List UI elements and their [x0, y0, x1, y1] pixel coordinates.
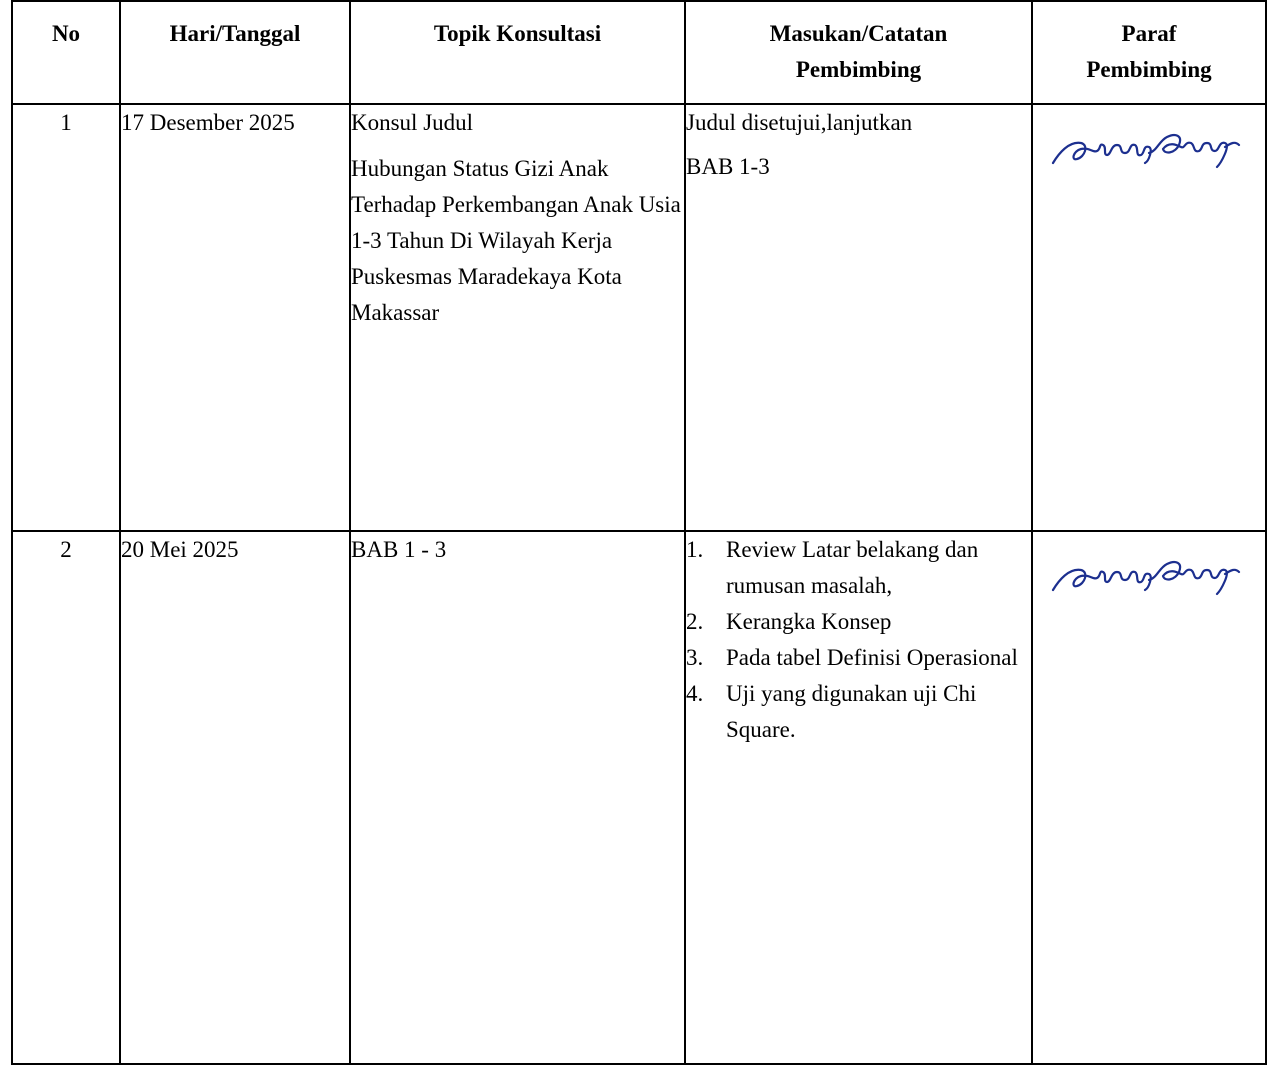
note-line: Judul disetujui,lanjutkan — [686, 110, 913, 135]
signature-icon — [1045, 550, 1245, 598]
table-row — [12, 104, 1266, 531]
header-sign-line1: Paraf — [1121, 21, 1177, 46]
consultation-table — [11, 0, 1267, 1065]
list-item: 2. Kerangka Konsep — [686, 609, 892, 634]
signature-icon — [1045, 123, 1245, 171]
header-sign-line2: Pembimbing — [1086, 57, 1212, 82]
header-date: Hari/Tanggal — [120, 1, 350, 104]
topic-title: BAB 1 - 3 — [351, 537, 447, 562]
row-note — [685, 104, 1032, 531]
row-date: 20 Mei 2025 — [120, 531, 350, 1064]
row-number: 2 — [12, 531, 120, 1064]
topic-title: Konsul Judul — [351, 110, 474, 135]
row-signature — [1032, 531, 1266, 1064]
list-item: 4. Uji yang digunakan uji Chi Square. — [686, 681, 977, 742]
notes-list — [686, 532, 1031, 748]
list-item: 1. Review Latar belakang dan rumusan masalah, — [686, 537, 979, 598]
row-topic — [350, 531, 685, 1064]
header-note-line1: Masukan/Catatan — [769, 21, 948, 46]
header-no: No — [12, 1, 120, 104]
topic-detail: Hubungan Status Gizi Anak Terhadap Perkembangan Anak Usia 1-3 Tahun Di Wilayah Kerja Puskesmas Maradekaya Kota Makassar — [351, 156, 681, 325]
table-row — [12, 531, 1266, 1064]
note-line: BAB 1-3 — [686, 154, 770, 179]
row-number: 1 — [12, 104, 120, 531]
header-sign — [1032, 1, 1266, 104]
list-item: 3. Pada tabel Definisi Operasional — [686, 645, 1018, 670]
table-header-row — [12, 1, 1266, 104]
row-date: 17 Desember 2025 — [120, 104, 350, 531]
header-topic: Topik Konsultasi — [350, 1, 685, 104]
header-note-line2: Pembimbing — [795, 57, 922, 82]
row-topic — [350, 104, 685, 531]
row-note — [685, 531, 1032, 1064]
header-note — [685, 1, 1032, 104]
row-signature — [1032, 104, 1266, 531]
